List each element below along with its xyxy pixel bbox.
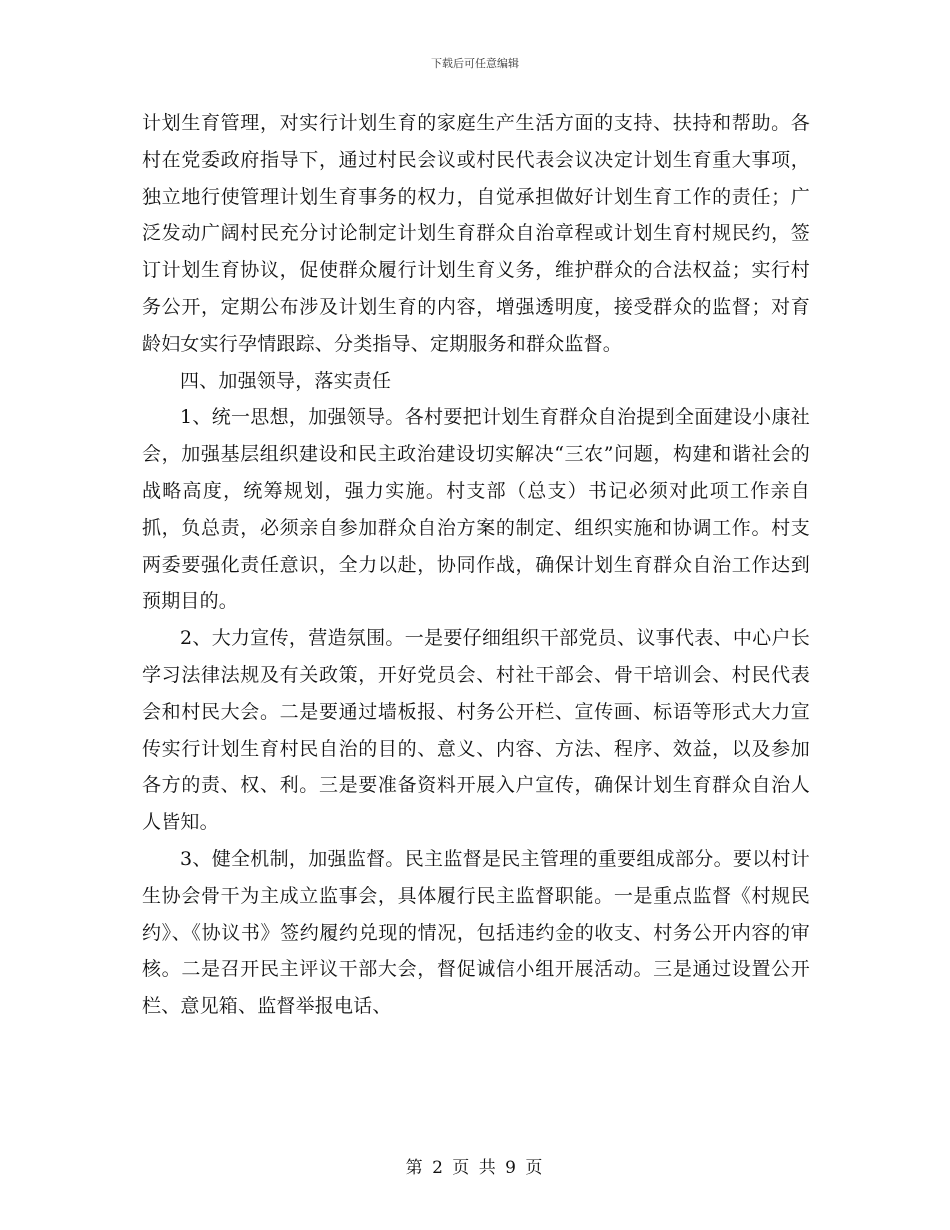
page-header: 下载后可任意编辑 bbox=[431, 57, 519, 70]
paragraph-item-2: 2、大力宣传，营造氛围。一是要仔细组织干部党员、议事代表、中心户长学习法律法规及有关政策，开好党员会、村社干部会、骨干培训会、村民代表会和村民大会。二是要通过墙板报、村务公开栏、宣传画、标语等形式大力宣传实行计划生育村民自治的目的、意义、内容、方法、程序、效益，以及参加各方的责、权、利。三是要准备资料开展入户宣传，确保计划生育群众自治人人皆知。 bbox=[142, 627, 810, 834]
paragraph-continuation: 计划生育管理，对实行计划生育的家庭生产生活方面的支持、扶持和帮助。各村在党委政府指导下，通过村民会议或村民代表会议决定计划生育重大事项，独立地行使管理计划生育事务的权力，自觉承担做好计划生育工作的责任；广泛发动广阔村民充分讨论制定计划生育群众自治章程或计划生育村规民约，签订计划生育协议，促使群众履行计划生育义务，维护群众的合法权益；实行村务公开，定期公布涉及计划生育的内容，增强透明度，接受群众的监督；对育龄妇女实行孕情跟踪、分类指导、定期服务和群众监督。 bbox=[142, 112, 810, 355]
paragraph-item-3: 3、健全机制，加强监督。民主监督是民主管理的重要组成部分。要以村计生协会骨干为主成立监事会，具体履行民主监督职能。一是重点监督《村规民约》、《协议书》签约履约兑现的情况，包括违约金的收支、村务公开内容的审核。二是召开民主评议干部大会，督促诚信小组开展活动。三是通过设置公开栏、意见箱、监督举报电话、 bbox=[142, 847, 810, 1018]
page-number: 第 2 页 共 9 页 bbox=[405, 1158, 545, 1178]
paragraph-item-1: 1、统一思想，加强领导。各村要把计划生育群众自治提到全面建设小康社会，加强基层组织建设和民主政治建设切实解决“三农”问题，构建和谐社会的战略高度，统筹规划，强力实施。村支部（总支）书记必须对此项工作亲自抓，负总责，必须亲自参加群众自治方案的制定、组织实施和协调工作。村支两委要强化责任意识，全力以赴，协同作战，确保计划生育群众自治工作达到预期目的。 bbox=[142, 406, 810, 613]
section-heading: 四、加强领导，落实责任 bbox=[180, 369, 392, 392]
document-body bbox=[142, 105, 810, 1025]
